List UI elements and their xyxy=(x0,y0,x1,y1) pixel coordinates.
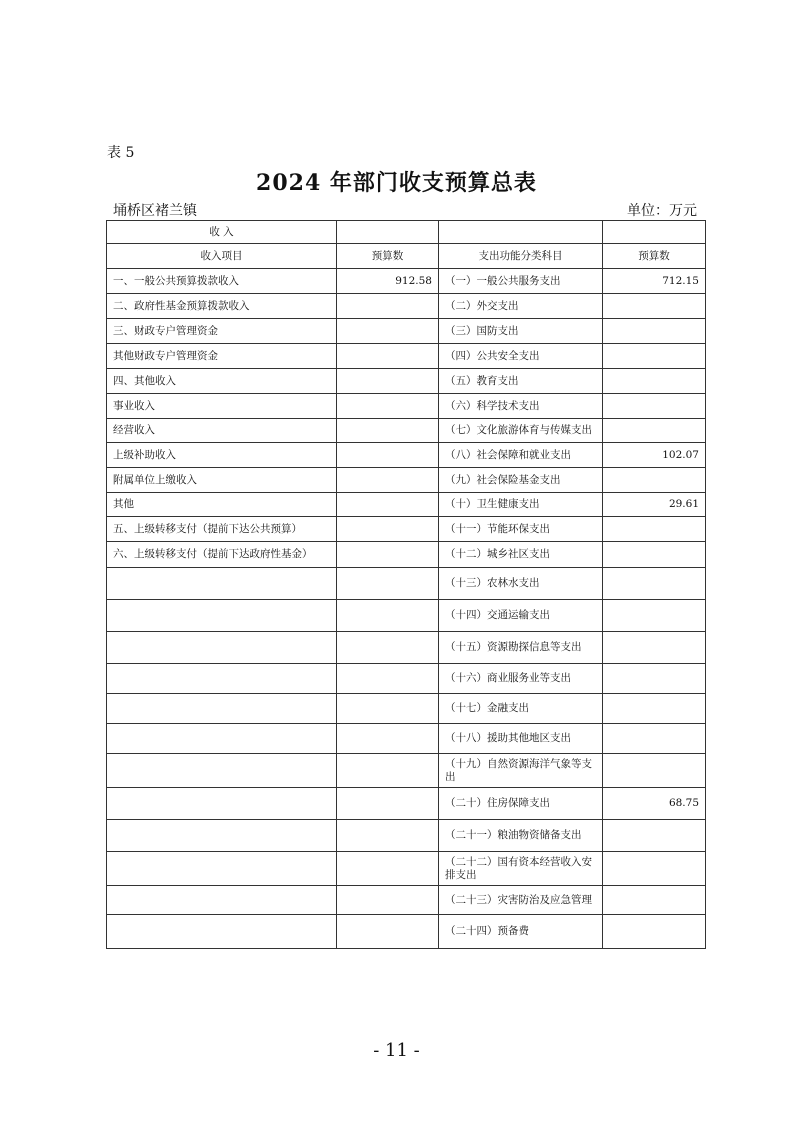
expense-amount-cell: 68.75 xyxy=(603,788,706,820)
table-row xyxy=(107,344,706,369)
column-header-expense-item: 支出功能分类科目 xyxy=(439,244,603,269)
income-item-cell xyxy=(107,664,337,694)
income-amount-cell xyxy=(337,915,439,949)
table-row xyxy=(107,915,706,949)
table-row xyxy=(107,664,706,694)
income-amount-cell xyxy=(337,600,439,632)
income-item-cell xyxy=(107,788,337,820)
table-row xyxy=(107,568,706,600)
table-row xyxy=(107,754,706,788)
income-item-cell xyxy=(107,724,337,754)
table-row xyxy=(107,369,706,394)
expense-amount-cell xyxy=(603,542,706,568)
expense-item-cell: （二十二）国有资本经营收入安排支出 xyxy=(439,852,603,886)
income-item-cell: 事业收入 xyxy=(107,394,337,419)
income-item-cell xyxy=(107,600,337,632)
income-item-cell xyxy=(107,852,337,886)
expense-item-cell: （二十）住房保障支出 xyxy=(439,788,603,820)
expense-item-cell: （十六）商业服务业等支出 xyxy=(439,664,603,694)
expense-amount-cell xyxy=(603,600,706,632)
expense-amount-cell xyxy=(603,468,706,493)
income-amount-cell xyxy=(337,724,439,754)
income-amount-cell xyxy=(337,468,439,493)
income-item-cell: 五、上级转移支付（提前下达公共预算） xyxy=(107,517,337,542)
table-row xyxy=(107,788,706,820)
table-row xyxy=(107,600,706,632)
organization-name: 埇桥区褚兰镇 xyxy=(113,203,197,219)
income-item-cell: 其他 xyxy=(107,493,337,517)
income-item-cell: 经营收入 xyxy=(107,419,337,443)
expense-amount-cell: 712.15 xyxy=(603,269,706,294)
income-item-cell: 一、一般公共预算拨款收入 xyxy=(107,269,337,294)
expense-item-cell: （七）文化旅游体育与传媒支出 xyxy=(439,419,603,443)
income-item-cell: 二、政府性基金预算拨款收入 xyxy=(107,294,337,319)
table-row xyxy=(107,294,706,319)
table-row xyxy=(107,468,706,493)
expense-item-cell: （二十三）灾害防治及应急管理 xyxy=(439,886,603,915)
income-amount-cell xyxy=(337,852,439,886)
income-amount-cell xyxy=(337,344,439,369)
expense-item-cell: （十一）节能环保支出 xyxy=(439,517,603,542)
income-amount-cell xyxy=(337,788,439,820)
section-header-empty xyxy=(603,221,706,244)
expense-item-cell: （三）国防支出 xyxy=(439,319,603,344)
expense-item-cell: （十八）援助其他地区支出 xyxy=(439,724,603,754)
expense-amount-cell xyxy=(603,886,706,915)
table-row xyxy=(107,852,706,886)
table-row xyxy=(107,632,706,664)
expense-item-cell: （十二）城乡社区支出 xyxy=(439,542,603,568)
expense-item-cell: （十四）交通运输支出 xyxy=(439,600,603,632)
income-item-cell: 四、其他收入 xyxy=(107,369,337,394)
table-row xyxy=(107,542,706,568)
income-item-cell xyxy=(107,694,337,724)
income-amount-cell xyxy=(337,294,439,319)
table-row xyxy=(107,694,706,724)
expense-amount-cell xyxy=(603,664,706,694)
income-item-cell xyxy=(107,886,337,915)
expense-amount-cell xyxy=(603,319,706,344)
table-row xyxy=(107,319,706,344)
expense-item-cell: （二十一）粮油物资储备支出 xyxy=(439,820,603,852)
income-item-cell: 三、财政专户管理资金 xyxy=(107,319,337,344)
income-item-cell: 附属单位上缴收入 xyxy=(107,468,337,493)
section-header-empty xyxy=(337,221,439,244)
column-header-row xyxy=(107,244,706,269)
expense-amount-cell xyxy=(603,568,706,600)
income-amount-cell xyxy=(337,369,439,394)
income-amount-cell xyxy=(337,419,439,443)
expense-amount-cell xyxy=(603,820,706,852)
income-amount-cell xyxy=(337,443,439,468)
column-header-expense-amount: 预算数 xyxy=(603,244,706,269)
income-amount-cell xyxy=(337,632,439,664)
page-number: - 11 - xyxy=(373,1040,420,1061)
expense-item-cell: （十五）资源勘探信息等支出 xyxy=(439,632,603,664)
expense-item-cell: （六）科学技术支出 xyxy=(439,394,603,419)
expense-amount-cell xyxy=(603,632,706,664)
income-amount-cell: 912.58 xyxy=(337,269,439,294)
expense-amount-cell xyxy=(603,517,706,542)
income-amount-cell xyxy=(337,517,439,542)
unit-label: 单位：万元 xyxy=(627,203,697,219)
income-amount-cell xyxy=(337,568,439,600)
income-item-cell: 上级补助收入 xyxy=(107,443,337,468)
expense-amount-cell xyxy=(603,419,706,443)
income-item-cell xyxy=(107,568,337,600)
expense-item-cell: （四）公共安全支出 xyxy=(439,344,603,369)
expense-item-cell: （十三）农林水支出 xyxy=(439,568,603,600)
expense-amount-cell xyxy=(603,294,706,319)
expense-item-cell: （五）教育支出 xyxy=(439,369,603,394)
expense-amount-cell xyxy=(603,852,706,886)
income-item-cell xyxy=(107,754,337,788)
section-header-empty xyxy=(439,221,603,244)
column-header-income-item: 收入项目 xyxy=(107,244,337,269)
table-row xyxy=(107,724,706,754)
expense-amount-cell xyxy=(603,369,706,394)
expense-item-cell: （十九）自然资源海洋气象等支出 xyxy=(439,754,603,788)
income-item-cell: 其他财政专户管理资金 xyxy=(107,344,337,369)
section-header-income: 收 入 xyxy=(107,221,337,244)
expense-item-cell: （十）卫生健康支出 xyxy=(439,493,603,517)
expense-amount-cell xyxy=(603,694,706,724)
expense-amount-cell xyxy=(603,915,706,949)
expense-item-cell: （八）社会保障和就业支出 xyxy=(439,443,603,468)
expense-item-cell: （九）社会保险基金支出 xyxy=(439,468,603,493)
income-amount-cell xyxy=(337,319,439,344)
page-title: 2024 年部门收支预算总表 xyxy=(256,170,537,196)
income-amount-cell xyxy=(337,694,439,724)
income-item-cell xyxy=(107,632,337,664)
expense-amount-cell xyxy=(603,394,706,419)
table-label: 表 5 xyxy=(107,145,135,161)
expense-amount-cell: 102.07 xyxy=(603,443,706,468)
table-row xyxy=(107,493,706,517)
expense-amount-cell: 29.61 xyxy=(603,493,706,517)
expense-item-cell: （二）外交支出 xyxy=(439,294,603,319)
expense-amount-cell xyxy=(603,724,706,754)
income-item-cell xyxy=(107,915,337,949)
income-amount-cell xyxy=(337,664,439,694)
table-row xyxy=(107,886,706,915)
income-item-cell xyxy=(107,820,337,852)
table-row xyxy=(107,820,706,852)
table-row xyxy=(107,419,706,443)
income-amount-cell xyxy=(337,820,439,852)
income-amount-cell xyxy=(337,542,439,568)
expense-item-cell: （十七）金融支出 xyxy=(439,694,603,724)
expense-item-cell: （二十四）预备费 xyxy=(439,915,603,949)
table-row xyxy=(107,394,706,419)
column-header-income-amount: 预算数 xyxy=(337,244,439,269)
income-amount-cell xyxy=(337,394,439,419)
table-row xyxy=(107,269,706,294)
expense-amount-cell xyxy=(603,754,706,788)
table-row xyxy=(107,517,706,542)
income-amount-cell xyxy=(337,754,439,788)
expense-item-cell: （一）一般公共服务支出 xyxy=(439,269,603,294)
income-amount-cell xyxy=(337,493,439,517)
table-row xyxy=(107,443,706,468)
section-header-row xyxy=(107,221,706,244)
budget-table xyxy=(106,220,706,949)
income-item-cell: 六、上级转移支付（提前下达政府性基金） xyxy=(107,542,337,568)
income-amount-cell xyxy=(337,886,439,915)
expense-amount-cell xyxy=(603,344,706,369)
